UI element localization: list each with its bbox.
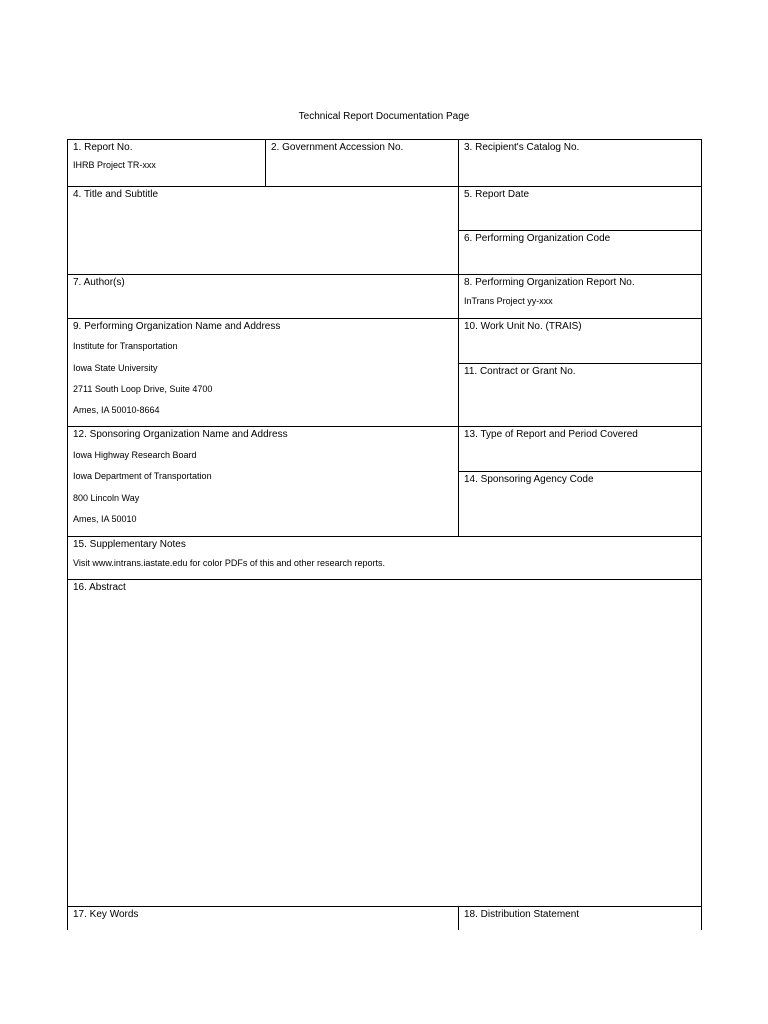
work-unit-no-label: 10. Work Unit No. (TRAIS)	[464, 321, 582, 332]
authors-label: 7. Author(s)	[73, 277, 125, 288]
abstract-cell	[67, 579, 702, 906]
performing-org-code-label: 6. Performing Organization Code	[464, 233, 611, 244]
key-words-label: 17. Key Words	[73, 909, 139, 920]
performing-org-report-no-label: 8. Performing Organization Report No.	[464, 277, 635, 288]
supplementary-notes-cell	[67, 536, 702, 580]
work-unit-no-cell	[458, 318, 702, 363]
key-words-cell	[67, 906, 458, 930]
performing-org-code-cell	[458, 230, 702, 274]
abstract-label: 16. Abstract	[73, 582, 126, 593]
performing-org-line-1: Institute for Transportation	[73, 341, 178, 351]
supplementary-notes-label: 15. Supplementary Notes	[73, 539, 186, 550]
sponsoring-org-line-2: Iowa Department of Transportation	[73, 471, 212, 481]
sponsoring-agency-code-cell	[458, 471, 702, 536]
report-type-period-label: 13. Type of Report and Period Covered	[464, 429, 638, 440]
sponsoring-org-line-1: Iowa Highway Research Board	[73, 450, 197, 460]
sponsoring-org-line-3: 800 Lincoln Way	[73, 493, 140, 503]
sponsoring-org-name-label: 12. Sponsoring Organization Name and Address	[73, 429, 288, 440]
recipient-catalog-cell	[458, 139, 702, 186]
authors-cell	[67, 274, 458, 318]
sponsoring-org-line-4: Ames, IA 50010	[73, 514, 137, 524]
distribution-statement-label: 18. Distribution Statement	[464, 909, 580, 920]
gov-accession-cell	[265, 139, 458, 186]
performing-org-report-no-value: InTrans Project yy-xxx	[464, 296, 553, 306]
page-title: Technical Report Documentation Page	[298, 111, 470, 122]
performing-org-name-label: 9. Performing Organization Name and Address	[73, 321, 281, 332]
report-date-label: 5. Report Date	[464, 189, 530, 200]
performing-org-line-2: Iowa State University	[73, 363, 158, 373]
contract-grant-no-label: 11. Contract or Grant No.	[464, 366, 576, 377]
sponsoring-agency-code-label: 14. Sponsoring Agency Code	[464, 474, 594, 485]
distribution-statement-cell	[458, 906, 702, 930]
report-no-cell	[67, 139, 265, 186]
performing-org-line-3: 2711 South Loop Drive, Suite 4700	[73, 384, 213, 394]
report-no-label: 1. Report No.	[73, 142, 133, 153]
title-subtitle-label: 4. Title and Subtitle	[73, 189, 159, 200]
report-type-period-cell	[458, 426, 702, 471]
report-no-value: IHRB Project TR-xxx	[73, 160, 156, 170]
title-subtitle-cell	[67, 186, 458, 274]
report-date-cell	[458, 186, 702, 230]
contract-grant-no-cell	[458, 363, 702, 426]
recipient-catalog-label: 3. Recipient's Catalog No.	[464, 142, 580, 153]
supplementary-notes-value: Visit www.intrans.iastate.edu for color PDFs of this and other research reports.	[73, 558, 385, 568]
performing-org-line-4: Ames, IA 50010-8664	[73, 405, 160, 415]
performing-org-report-no-cell	[458, 274, 702, 318]
gov-accession-label: 2. Government Accession No.	[271, 142, 404, 153]
